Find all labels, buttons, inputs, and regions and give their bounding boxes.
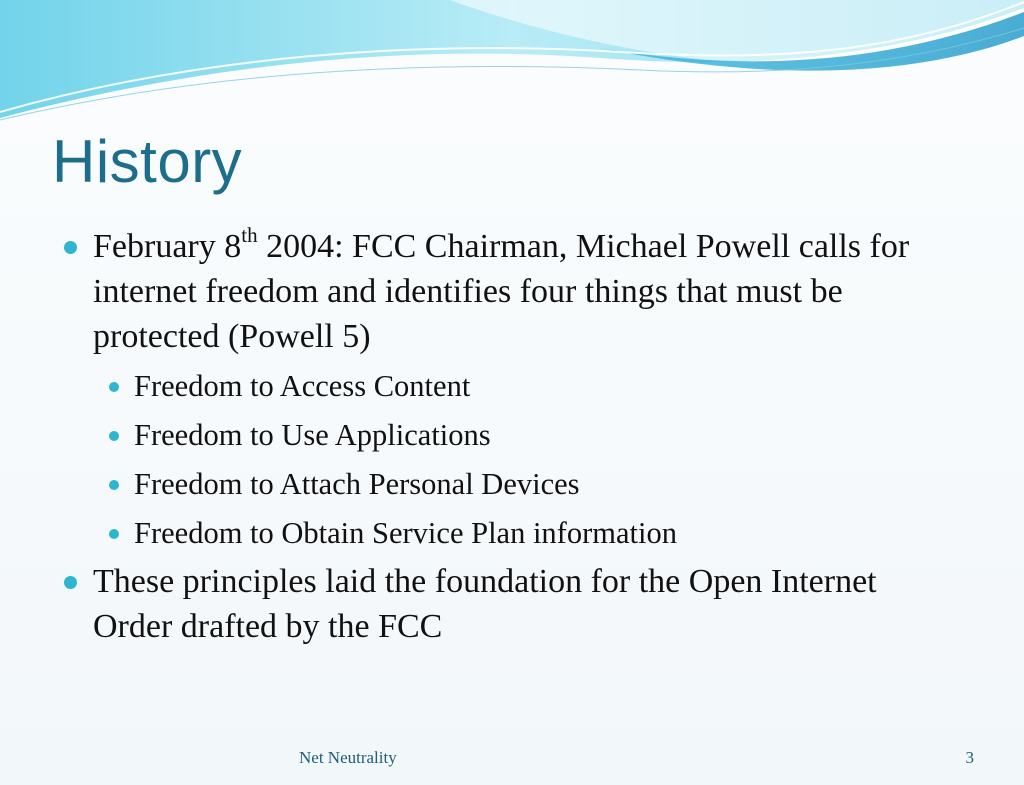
sub-bullet-text: Freedom to Attach Personal Devices xyxy=(134,467,580,501)
page-number: 3 xyxy=(965,748,974,767)
header-wave-decoration xyxy=(0,0,1024,130)
sub-bullet-item xyxy=(62,416,962,454)
sub-bullet-text: Freedom to Obtain Service Plan information xyxy=(134,516,677,550)
slide-title: History xyxy=(52,128,243,195)
bullet-dot-icon xyxy=(109,480,119,490)
slide-body xyxy=(62,224,962,655)
bullet-item xyxy=(62,559,962,649)
footer-label: Net Neutrality xyxy=(299,748,397,767)
sub-bullet-item xyxy=(62,367,962,405)
bullet-dot-icon xyxy=(109,529,119,539)
bullet-dot-icon xyxy=(109,382,119,392)
ordinal-superscript: th xyxy=(241,222,258,247)
bullet-dot-icon xyxy=(64,241,77,254)
bullet-text-start: February 8 xyxy=(93,228,242,265)
bullet-item xyxy=(62,224,962,359)
bullet-text-rest: 2004: FCC Chairman, Michael Powell calls for internet freedom and identifies four things that must be protected (Powell 5) xyxy=(93,228,910,355)
sub-bullet-text: Freedom to Access Content xyxy=(134,369,471,403)
bullet-text: These principles laid the foundation for the Open Internet Order drafted by the FCC xyxy=(93,563,877,645)
sub-bullet-item xyxy=(62,465,962,503)
sub-bullet-text: Freedom to Use Applications xyxy=(134,418,491,452)
bullet-dot-icon xyxy=(109,431,119,441)
sub-bullet-item xyxy=(62,514,962,552)
bullet-dot-icon xyxy=(64,576,77,589)
